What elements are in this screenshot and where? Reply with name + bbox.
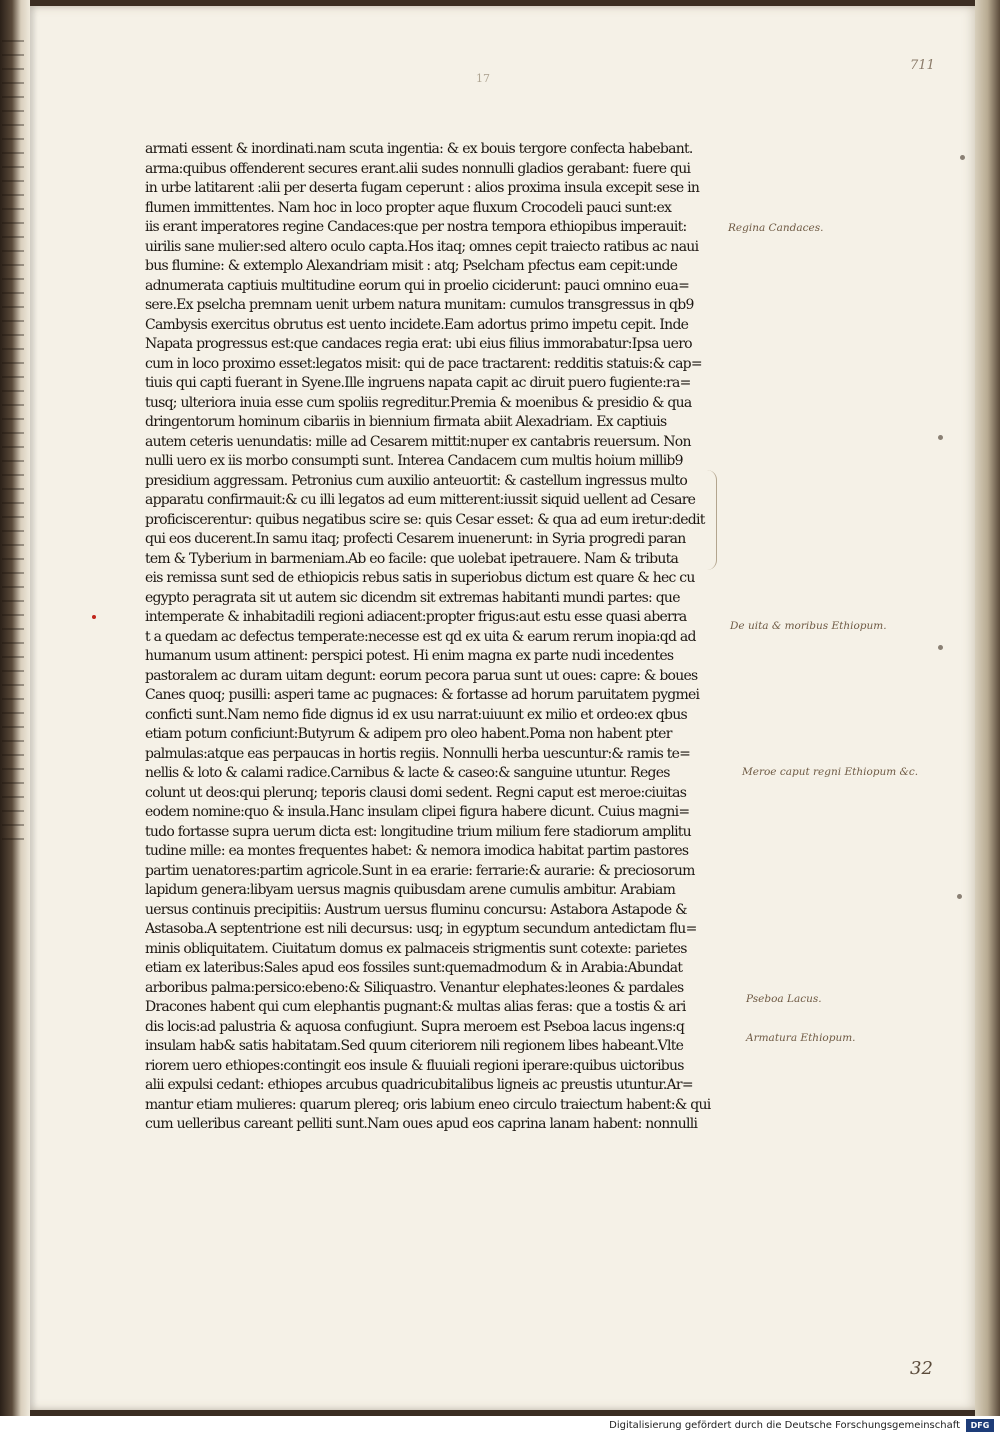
pinhole-mark xyxy=(960,155,965,160)
rubric-dot xyxy=(92,615,96,619)
signature-mark: 32 xyxy=(910,1358,933,1379)
text-line: palmulas:atque eas perpaucas in hortis regiis. Nonnulli herba uescuntur:& ramis te= xyxy=(145,745,691,762)
text-line: etiam ex lateribus:Sales apud eos fossiles sunt:quemadmodum & in Arabia:Abundat xyxy=(145,960,683,976)
text-line: conficti sunt.Nam nemo fide dignus id ex usu narrat:uiuunt ex milio et ordeo:ex qbus xyxy=(145,706,687,723)
text-line: cum uelleribus careant pelliti sunt.Nam oues apud eos caprina lanam habent: nonnulli xyxy=(145,1116,698,1132)
margin-bracket xyxy=(706,470,717,570)
text-line: eis remissa sunt sed de ethiopicis rebus satis in superiobus dictum est quare & hec cu xyxy=(145,570,695,586)
margin-note-regina: Regina Candaces. xyxy=(728,222,824,234)
text-line: apparatu confirmauit:& cu illi legatos ad eum mitterent:iussit siquid uellent ad Cesare xyxy=(145,492,696,508)
dfg-logo: DFG xyxy=(966,1419,994,1432)
text-line: uersus continuis precipitiis: Austrum uersus fluminu concursu: Astabora Astapode & xyxy=(145,901,687,918)
text-line: colunt ut deos:qui plerunq; teporis clausi domi sedent. Regni caput est meroe:ciuitas xyxy=(145,784,687,801)
text-line: etiam potum conficiunt:Butyrum & adipem pro oleo habent.Poma non habent pter xyxy=(145,726,672,742)
text-line: humanum usum attinent: perspici potest. Hi enim magna ex parte nudi incedentes xyxy=(145,648,674,664)
text-line: tiuis qui capti fuerant in Syene.Ille ingruens napata capit ac diruit puero fugiente:ra= xyxy=(145,375,691,391)
text-line: flumen immittentes. Nam hoc in loco propter aque fluxum Crocodeli pauci sunt:ex xyxy=(145,199,672,216)
text-line: Canes quoq; pusilli: asperi tame ac pugnaces: & fortasse ad horum paruitatem pygmei xyxy=(145,687,700,703)
text-line: Napata progressus est:que candaces regia erat: ubi eius filius immorabatur:Ipsa uero xyxy=(145,336,692,352)
footer-bar xyxy=(0,1416,1000,1436)
page-edge-right xyxy=(975,0,1000,1416)
text-line: presidium aggressam. Petronius cum auxilio anteuortit: & castellum ingressus multo xyxy=(145,472,688,489)
text-line: Astasoba.A septentrione est nili decursus: usq; in egyptum secundum antedictam flu= xyxy=(145,921,697,937)
text-line: arboribus palma:persico:ebeno:& Siliquastro. Venantur elephates:leones & pardales xyxy=(145,979,684,996)
margin-note-meroe: Meroe caput regni Ethiopum &c. xyxy=(742,766,919,778)
text-line: Cambysis exercitus obrutus est uento incidete.Eam adortus primo impetu cepit. Inde xyxy=(145,316,689,333)
text-line: riorem uero ethiopes:contingit eos insule & fluuiali regioni iperare:quibus uictoribus xyxy=(145,1057,684,1074)
text-line: tem & Tyberium in barmeniam.Ab eo facile: que uolebat ipetrauere. Nam & tributa xyxy=(145,550,679,567)
text-line: adnumerata captiuis multitudine eorum qui in proelio ciciderunt: pauci omnino eua= xyxy=(145,277,690,294)
pinhole-mark xyxy=(957,894,962,899)
main-text-block xyxy=(145,140,715,1135)
text-line: nulli uero ex iis morbo consumpti sunt. Interea Candacem cum multis hoium millib9 xyxy=(145,453,683,469)
text-line: intemperate & inhabitadili regioni adiacent:propter frigus:aut estu esse quasi aberra xyxy=(145,609,687,625)
facing-page-text xyxy=(2,40,24,840)
text-line: bus flumine: & extemplo Alexandriam misit : atq; Pselcham pfectus eam cepit:unde xyxy=(145,258,678,274)
pinhole-mark xyxy=(938,645,943,650)
text-line: mantur etiam mulieres: quarum plereq; oris labium eneo circulo traiectum habent:& qui xyxy=(145,1096,711,1113)
text-line: tusq; ulteriora inuia esse cum spoliis regreditur.Premia & moenibus & presidio & qua xyxy=(145,394,692,411)
funding-credit: Digitalisierung gefördert durch die Deutsche Forschungsgemeinschaft xyxy=(609,1420,960,1431)
text-line: autem ceteris uenundatis: mille ad Cesarem mittit:nuper ex cantabris reuersum. Non xyxy=(145,433,691,450)
pencil-mark: 17 xyxy=(476,72,490,85)
text-line: alii expulsi cedant: ethiopes arcubus quadricubitalibus ligneis ac preustis utuntur.Ar= xyxy=(145,1077,693,1093)
text-line: nellis & loto & calami radice.Carnibus & lacte & caseo:& sanguine utuntur. Reges xyxy=(145,765,670,781)
text-line: in urbe latitarent :alii per deserta fugam ceperunt : alios proxima insula excepit sese in xyxy=(145,180,700,196)
text-line: cum in loco proximo esset:legatos misit: qui de pace tractarent: redditis statuis:& cap= xyxy=(145,355,702,372)
text-line: eodem nomine:quo & insula.Hanc insulam clipei figura habere dicunt. Cuius magni= xyxy=(145,804,690,820)
text-line: armati essent & inordinati.nam scuta ingentia: & ex bouis tergore confecta habebant. xyxy=(145,141,693,157)
pinhole-mark xyxy=(938,435,943,440)
text-line: minis obliquitatem. Ciuitatum domus ex palmaceis strigmentis sunt cotexte: parietes xyxy=(145,940,687,957)
text-line: uirilis sane mulier:sed altero oculo capta.Hos itaq; omnes cepit traiecto ratibus ac naui xyxy=(145,238,699,255)
margin-note-armatura: Armatura Ethiopum. xyxy=(746,1032,856,1044)
text-line: lapidum genera:libyam uersus magnis quibusdam arene cumulis ambitur. Arabiam xyxy=(145,882,676,898)
margin-note-pseboa: Pseboa Lacus. xyxy=(746,993,822,1005)
text-line: insulam hab& satis habitatam.Sed quum citeriorem nili regionem libes habeant.Vlte xyxy=(145,1038,684,1054)
text-line: sere.Ex pselcha premnam uenit urbem natura munitam: cumulos transgressus in qb9 xyxy=(145,297,694,313)
text-line: t a quedam ac defectus temperate:necesse est qd ex uita & earum rerum inopia:qd ad xyxy=(145,628,696,645)
text-line: tudo fortasse supra uerum dicta est: longitudine trium milium fere stadiorum amplitu xyxy=(145,823,691,840)
text-line: egypto peragrata sit ut autem sic dicendm sit extremas habitanti mundi partes: que xyxy=(145,589,680,606)
text-line: dringentorum hominum cibariis in biennium firmata abiit Alexadriam. Ex captiuis xyxy=(145,414,667,430)
binding-edge xyxy=(0,0,30,1416)
text-line: qui eos ducerent.In samu itaq; profecti Cesarem inuenerunt: in Syria progredi paran xyxy=(145,531,686,547)
text-line: arma:quibus offenderent secures erant.alii sudes nonnulli gladios gerabant: fuere qui xyxy=(145,160,691,177)
folio-number: 711 xyxy=(910,58,935,73)
margin-note-de-uita: De uita & moribus Ethiopum. xyxy=(730,620,887,632)
text-line: tudine mille: ea montes frequentes habet: & nemora imodica habitat partim pastores xyxy=(145,843,689,859)
text-line: proficiscerentur: quibus negatibus scire se: quis Cesar esset: & qua ad eum iretur:dedit xyxy=(145,511,705,528)
text-line: dis locis:ad palustria & aquosa confugiunt. Supra meroem est Pseboa lacus ingens:q xyxy=(145,1018,685,1035)
text-line: partim uenatores:partim agricole.Sunt in ea erarie: ferrarie:& aurarie: & preciosorum xyxy=(145,862,695,879)
text-line: iis erant imperatores regine Candaces:que per nostra tempora ethiopibus imperauit: xyxy=(145,219,687,235)
text-line: pastoralem ac duram uitam degunt: eorum pecora parua sunt ut oues: capre: & boues xyxy=(145,667,698,684)
text-line: Dracones habent qui cum elephantis pugnant:& multas alias feras: que a tostis & ari xyxy=(145,999,686,1015)
